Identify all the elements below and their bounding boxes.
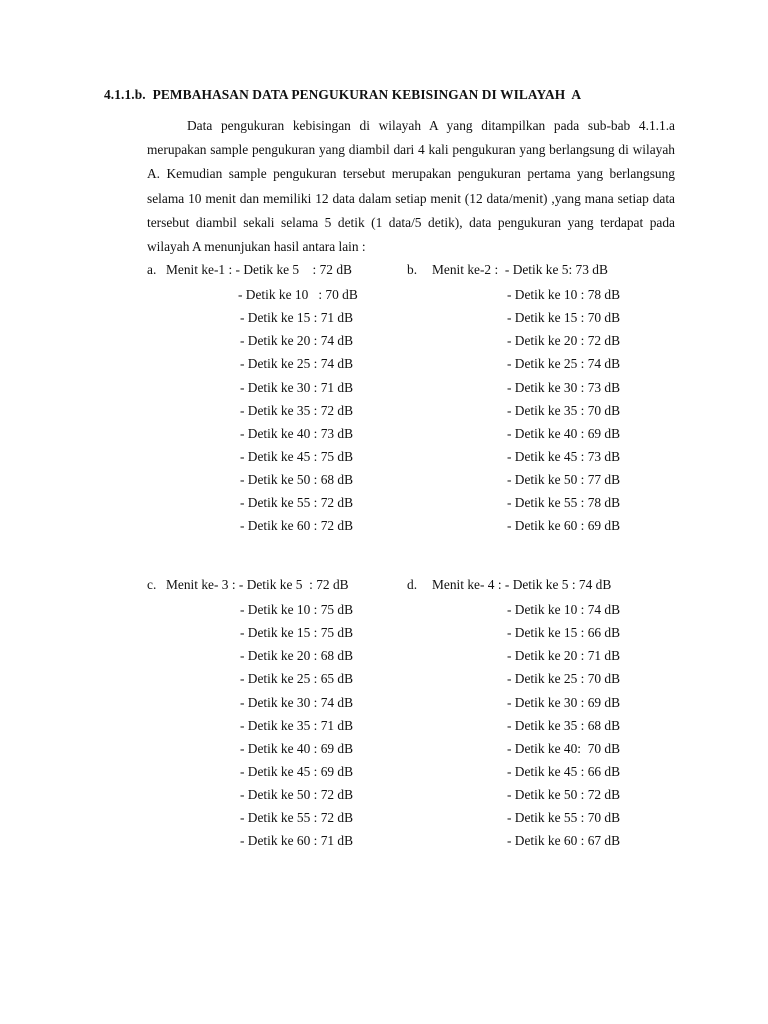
detik-row: - Detik ke 10 : 75 dB (240, 602, 354, 617)
section-heading: 4.1.1.b. PEMBAHASAN DATA PENGUKURAN KEBISINGAN DI WILAYAH A (104, 87, 582, 102)
detik-row: - Detik ke 20 : 71 dB (507, 648, 621, 663)
detik-row: - Detik ke 55 : 72 dB (240, 495, 354, 510)
detik-row: - Detik ke 15 : 71 dB (240, 310, 354, 325)
detik-row: - Detik ke 40 : 73 dB (240, 426, 354, 441)
detik-row: - Detik ke 45 : 66 dB (507, 764, 621, 779)
detik-row: - Detik ke 60 : 67 dB (507, 833, 621, 848)
detik-row: - Detik ke 20 : 72 dB (507, 333, 621, 348)
detik-row: - Detik ke 50 : 72 dB (240, 787, 354, 802)
detik-row: - Detik ke 40 : 69 dB (240, 741, 354, 756)
list-marker: c. (147, 577, 157, 592)
detik-row: - Detik ke 45 : 73 dB (507, 449, 621, 464)
detik-row: - Detik ke 35 : 71 dB (240, 718, 354, 733)
detik-row: - Detik ke 60 : 72 dB (240, 518, 354, 533)
detik-row: - Detik ke 50 : 68 dB (240, 472, 354, 487)
detik-row: - Detik ke 10 : 74 dB (507, 602, 621, 617)
detik-row: - Detik ke 10 : 78 dB (507, 287, 621, 302)
detik-row: - Detik ke 35 : 72 dB (240, 403, 354, 418)
detik-row: - Detik ke 25 : 74 dB (240, 356, 354, 371)
detik-row: - Detik ke 40 : 69 dB (507, 426, 621, 441)
minute-head: Menit ke-1 : - Detik ke 5 : 72 dB (166, 262, 352, 277)
detik-row: - Detik ke 30 : 73 dB (507, 380, 621, 395)
detik-row: - Detik ke 25 : 65 dB (240, 671, 354, 686)
intro-paragraph: Data pengukuran kebisingan di wilayah A yang ditampilkan pada sub-bab 4.1.1.a merupakan sample pengukuran yang diambil dari 4 kali pengukuran yang berlangsung di wilayah A. Kemudian sample pengukuran tersebut merupakan pengukuran pertama yang berlangsung selama 10 menit dan memiliki 12 data dalam setiap menit (12 data/menit) ,yang mana setiap data tersebut diambil sekali selama 5 detik (1 data/5 detik), data pengukuran yang terdapat pada wilayah A menunjukan hasil antara lain : (147, 118, 675, 255)
detik-row: - Detik ke 45 : 75 dB (240, 449, 354, 464)
detik-row: - Detik ke 25 : 70 dB (507, 671, 621, 686)
list-marker: a. (147, 262, 157, 277)
detik-row: - Detik ke 15 : 66 dB (507, 625, 621, 640)
detik-row: - Detik ke 25 : 74 dB (507, 356, 621, 371)
minute-head: Menit ke- 3 : - Detik ke 5 : 72 dB (166, 577, 349, 592)
detik-row: - Detik ke 30 : 74 dB (240, 695, 354, 710)
detik-row: - Detik ke 35 : 70 dB (507, 403, 621, 418)
list-marker: d. (407, 577, 418, 592)
detik-row: - Detik ke 30 : 69 dB (507, 695, 621, 710)
minute-head: Menit ke-2 : - Detik ke 5: 73 dB (432, 262, 608, 277)
detik-row: - Detik ke 40: 70 dB (507, 741, 621, 756)
detik-row: - Detik ke 30 : 71 dB (240, 380, 354, 395)
minute-head: Menit ke- 4 : - Detik ke 5 : 74 dB (432, 577, 612, 592)
detik-row: - Detik ke 55 : 78 dB (507, 495, 621, 510)
detik-row: - Detik ke 60 : 69 dB (507, 518, 621, 533)
detik-row: - Detik ke 45 : 69 dB (240, 764, 354, 779)
detik-row: - Detik ke 35 : 68 dB (507, 718, 621, 733)
detik-row: - Detik ke 10 : 70 dB (238, 287, 358, 302)
detik-row: - Detik ke 50 : 72 dB (507, 787, 621, 802)
detik-row: - Detik ke 55 : 72 dB (240, 810, 354, 825)
list-marker: b. (407, 262, 418, 277)
detik-row: - Detik ke 15 : 75 dB (240, 625, 354, 640)
detik-row: - Detik ke 60 : 71 dB (240, 833, 354, 848)
detik-row: - Detik ke 20 : 74 dB (240, 333, 354, 348)
detik-row: - Detik ke 20 : 68 dB (240, 648, 354, 663)
detik-row: - Detik ke 50 : 77 dB (507, 472, 621, 487)
detik-row: - Detik ke 15 : 70 dB (507, 310, 621, 325)
detik-row: - Detik ke 55 : 70 dB (507, 810, 621, 825)
